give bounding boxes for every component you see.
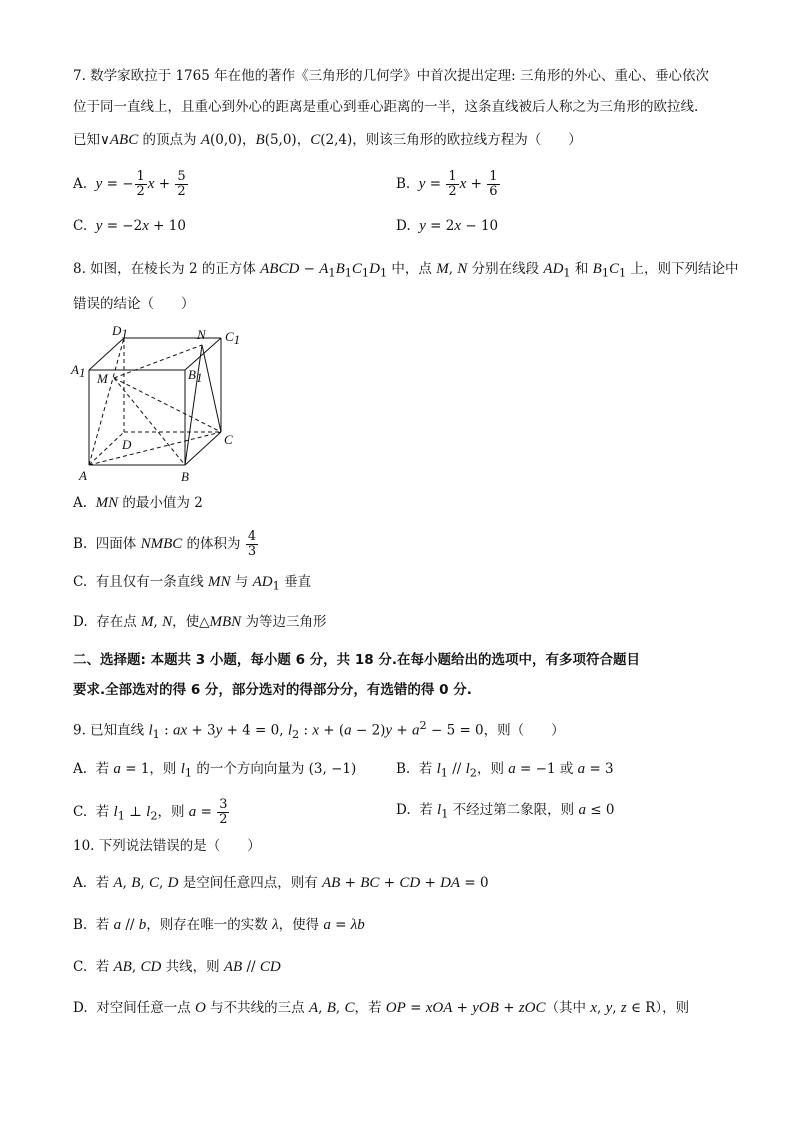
label-d1: D1	[112, 323, 128, 341]
q7-line2: 位于同一直线上，且重心到外心的距离是重心到垂心距离的一半，这条直线被后人称之为三角形的欧拉线.	[73, 99, 699, 115]
label-a1: A1	[71, 362, 86, 380]
q8-option-d: D. 存在点 M, N，使△MBN 为等边三角形	[73, 614, 327, 630]
label-b: B	[181, 469, 189, 484]
q10-option-c: C. 若 AB, CD 共线，则 AB // CD	[73, 959, 281, 975]
label-c1: C1	[225, 329, 241, 347]
label-a: A	[79, 468, 87, 483]
q8-line2: 错误的结论（ ）	[73, 296, 195, 312]
q10-option-b: B. 若 a // b，则存在唯一的实数 λ，使得 a = λb	[73, 917, 365, 933]
q9-line1: 9. 已知直线 $l_1$ : ax + 3y + 4 = 0, $l_2$ : $x + (a - 2)y + a^2 - 5 = 0$，则（ ）	[73, 719, 565, 742]
section2-line2: 要求.全部选对的得 6 分，部分选对的得部分分，有选错的得 0 分.	[73, 682, 472, 698]
q8-option-c: C. 有且仅有一条直线 MN 与 $AD_1$ 垂直	[73, 574, 312, 593]
label-c: C	[224, 432, 233, 447]
q10-option-a: A. 若 A, B, C, D 是空间任意四点，则有 AB + BC + CD + DA = 0	[73, 875, 489, 891]
q10-option-d: D. 对空间任意一点 O 与不共线的三点 A, B, C，若 OP = xOA + yOB + zOC（其中 x, y, z ∈ R），则	[73, 1000, 690, 1016]
label-b1: B1	[188, 367, 203, 385]
q9-option-d: D. 若 $l_1$ 不经过第二象限，则 a ≤ 0	[396, 802, 615, 821]
q7-option-c: C. y = −2x + 10	[73, 218, 186, 234]
section2-line1: 二、选择题: 本题共 3 小题，每小题 6 分，共 18 分.在每小题给出的选项中，有多项符合题目	[73, 652, 640, 668]
cube-figure	[70, 322, 250, 484]
q9-option-b: B. 若 $l_1 // l_2$，则 a = −1 或 a = 3	[396, 761, 614, 780]
q8-option-b: B. 四面体 NMBC 的体积为 $\frac{4}{3}$	[73, 529, 257, 559]
q7-option-d: D. y = 2x − 10	[396, 218, 499, 234]
q7-line3: 已知∨ABC 的顶点为 A(0,0)，B(5,0)，C(2,4)，则该三角形的欧拉线方程为（ ）	[73, 132, 582, 148]
q7-line1: 7. 数学家欧拉于 1765 年在他的著作《三角形的几何学》中首次提出定理: 三角形的外心、重心、垂心依次	[73, 68, 709, 84]
q9-option-a: A. 若 a = 1，则 $l_1$ 的一个方向向量为 (3, −1)	[73, 761, 357, 780]
q8-option-a: A. MN 的最小值为 2	[73, 495, 203, 511]
label-m: M	[97, 371, 108, 386]
q10-line1: 10. 下列说法错误的是（ ）	[73, 838, 261, 854]
q7-option-a: A. y = − $\frac{1}{2}$ x + $\frac{5}{2}$	[73, 169, 186, 199]
q9-option-c: C. 若 $l_1$ ⊥ $l_2$，则 a = $\frac{3}{2}$	[73, 797, 228, 827]
q8-line1: 8. 如图，在棱长为 2 的正方体 ABCD − $A_1B_1C_1D_1$ 中，点 M, N 分别在线段 $AD_1$ 和 $B_1C_1$ 上，则下列结论中	[73, 261, 739, 280]
q7-option-b: B. y = $\frac{1}{2}$ x + $\frac{1}{6}$	[396, 169, 498, 199]
label-d: D	[122, 437, 132, 452]
label-n: N	[197, 327, 206, 342]
